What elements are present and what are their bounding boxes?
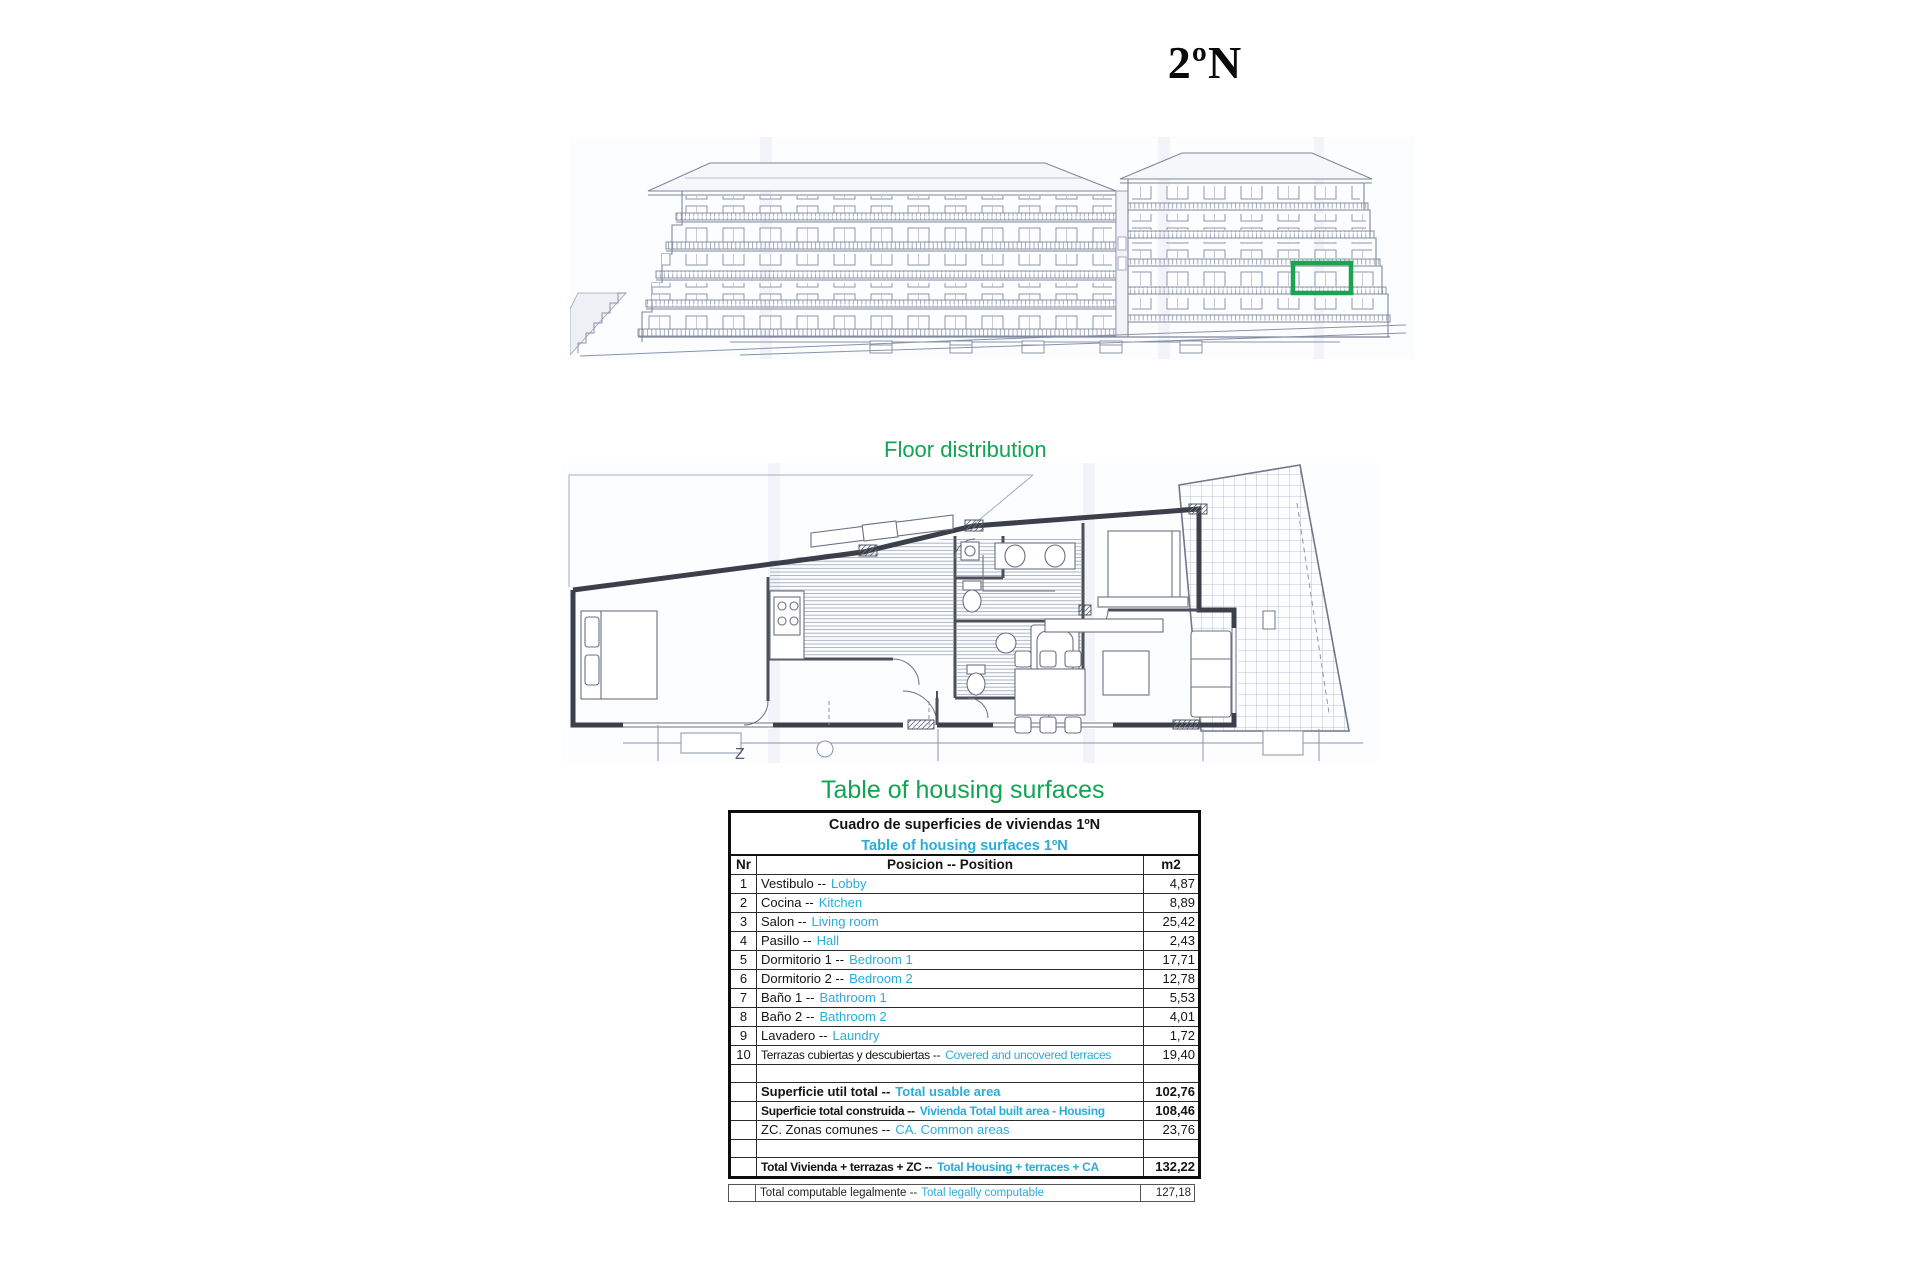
- table-row: 5 Dormitorio 1 -- Bedroom 1 17,71: [730, 951, 1200, 970]
- table-row: 3 Salon -- Living room 25,42: [730, 913, 1200, 932]
- page-title: 2ºN: [1167, 37, 1243, 88]
- floor-distribution-label: Floor distribution: [884, 437, 1047, 462]
- table-row: 9 Lavadero -- Laundry 1,72: [730, 1027, 1200, 1046]
- col-nr: Nr: [730, 855, 757, 875]
- surfaces-heading: Table of housing surfaces: [821, 776, 1105, 804]
- floor-plan-drawing: [563, 463, 1377, 763]
- table-column-header: [730, 855, 1200, 875]
- table-row: 1 Vestibulo -- Lobby 4,87: [730, 875, 1200, 894]
- right-tower-floors: [1128, 186, 1390, 322]
- building-elevation: [570, 137, 1415, 359]
- laundry-fixtures: [961, 542, 979, 560]
- total-row: Total Vivienda + terrazas + ZC -- Total Housing + terraces + CA 132,22: [730, 1158, 1200, 1178]
- col-position: Posicion -- Position: [757, 855, 1144, 875]
- table-row: 8 Baño 2 -- Bathroom 2 4,01: [730, 1008, 1200, 1027]
- spacer-row: [730, 1140, 1200, 1158]
- bedroom2-furniture: [581, 611, 657, 699]
- table-title-es: Cuadro de superficies de viviendas 1ºN: [730, 812, 1200, 838]
- legal-total-table: [728, 1184, 1195, 1202]
- col-m2: m2: [1144, 855, 1200, 875]
- table-row: 7 Baño 1 -- Bathroom 1 5,53: [730, 989, 1200, 1008]
- left-building-floors: [638, 196, 1116, 337]
- summary-row-built: Superficie total construida -- Vivienda Total built area - Housing 108,46: [730, 1102, 1200, 1121]
- terrace-drain: [1263, 611, 1275, 629]
- table-row: 10 Terrazas cubiertas y descubiertas -- Covered and uncovered terraces 19,40: [730, 1046, 1200, 1065]
- table-row: 2 Cocina -- Kitchen 8,89: [730, 894, 1200, 913]
- table-title-en: Table of housing surfaces 1ºN: [730, 837, 1200, 855]
- compass-label: Z: [735, 746, 745, 763]
- summary-row-usable: Superficie util total -- Total usable area 102,76: [730, 1083, 1200, 1102]
- summary-row-common: ZC. Zonas comunes -- CA. Common areas 23,76: [730, 1121, 1200, 1140]
- legal-total-row: Total computable legalmente -- Total legally computable 127,18: [729, 1185, 1195, 1202]
- building-elevation-drawing: [570, 137, 1415, 359]
- table-row: 4 Pasillo -- Hall 2,43: [730, 932, 1200, 951]
- building-joint: [1116, 191, 1128, 337]
- table-row: 6 Dormitorio 2 -- Bedroom 2 12,78: [730, 970, 1200, 989]
- surfaces-table: [728, 810, 1201, 1179]
- floor-plan: [563, 463, 1377, 763]
- spacer-row: [730, 1065, 1200, 1083]
